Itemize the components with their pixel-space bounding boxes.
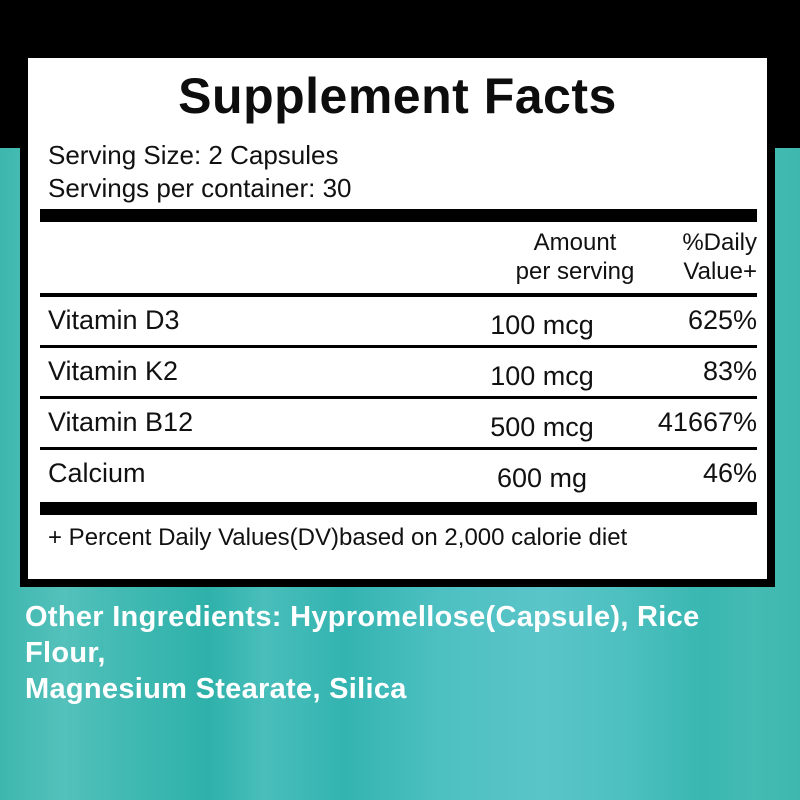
table-row (40, 297, 757, 348)
daily-value-footnote: + Percent Daily Values(DV)based on 2,000 calorie diet (48, 524, 628, 551)
header-amount (460, 228, 690, 286)
other-ingredients (25, 599, 785, 707)
nutrient-amount: 500 mcg (490, 412, 594, 442)
other-ingredients-line2: Magnesium Stearate, Silica (25, 673, 407, 705)
nutrient-name: Vitamin B12 (48, 407, 194, 437)
table-row (40, 450, 757, 498)
table-row (40, 348, 757, 399)
table-header-row (40, 228, 757, 286)
nutrient-daily-value: 41667% (657, 407, 757, 437)
other-ingredients-line1: Other Ingredients: Hypromellose(Capsule), Rice Flour, (25, 601, 700, 669)
header-amount-line2: per serving (515, 258, 635, 285)
nutrient-name: Vitamin D3 (48, 305, 180, 335)
table-row (40, 399, 757, 450)
divider-thick-bottom (40, 502, 757, 515)
nutrient-amount: 600 mg (496, 463, 588, 493)
nutrient-daily-value: 46% (702, 458, 757, 488)
panel-title: Supplement Facts (178, 68, 617, 124)
header-amount-line1: Amount (533, 229, 617, 256)
nutrient-rows (40, 297, 757, 498)
nutrient-name: Vitamin K2 (48, 356, 179, 386)
header-dv-line2: Value+ (683, 258, 757, 285)
servings-per-container: Servings per container: 30 (48, 173, 352, 203)
serving-info (48, 139, 757, 205)
divider-thick-top (40, 209, 757, 222)
nutrient-amount: 100 mcg (490, 310, 594, 340)
header-dv-line1: %Daily (682, 229, 757, 256)
nutrient-amount: 100 mcg (490, 361, 594, 391)
supplement-facts-panel (20, 50, 775, 587)
nutrient-name: Calcium (48, 458, 146, 488)
nutrient-daily-value: 83% (702, 356, 757, 386)
serving-size: Serving Size: 2 Capsules (48, 140, 339, 170)
nutrient-daily-value: 625% (687, 305, 757, 335)
